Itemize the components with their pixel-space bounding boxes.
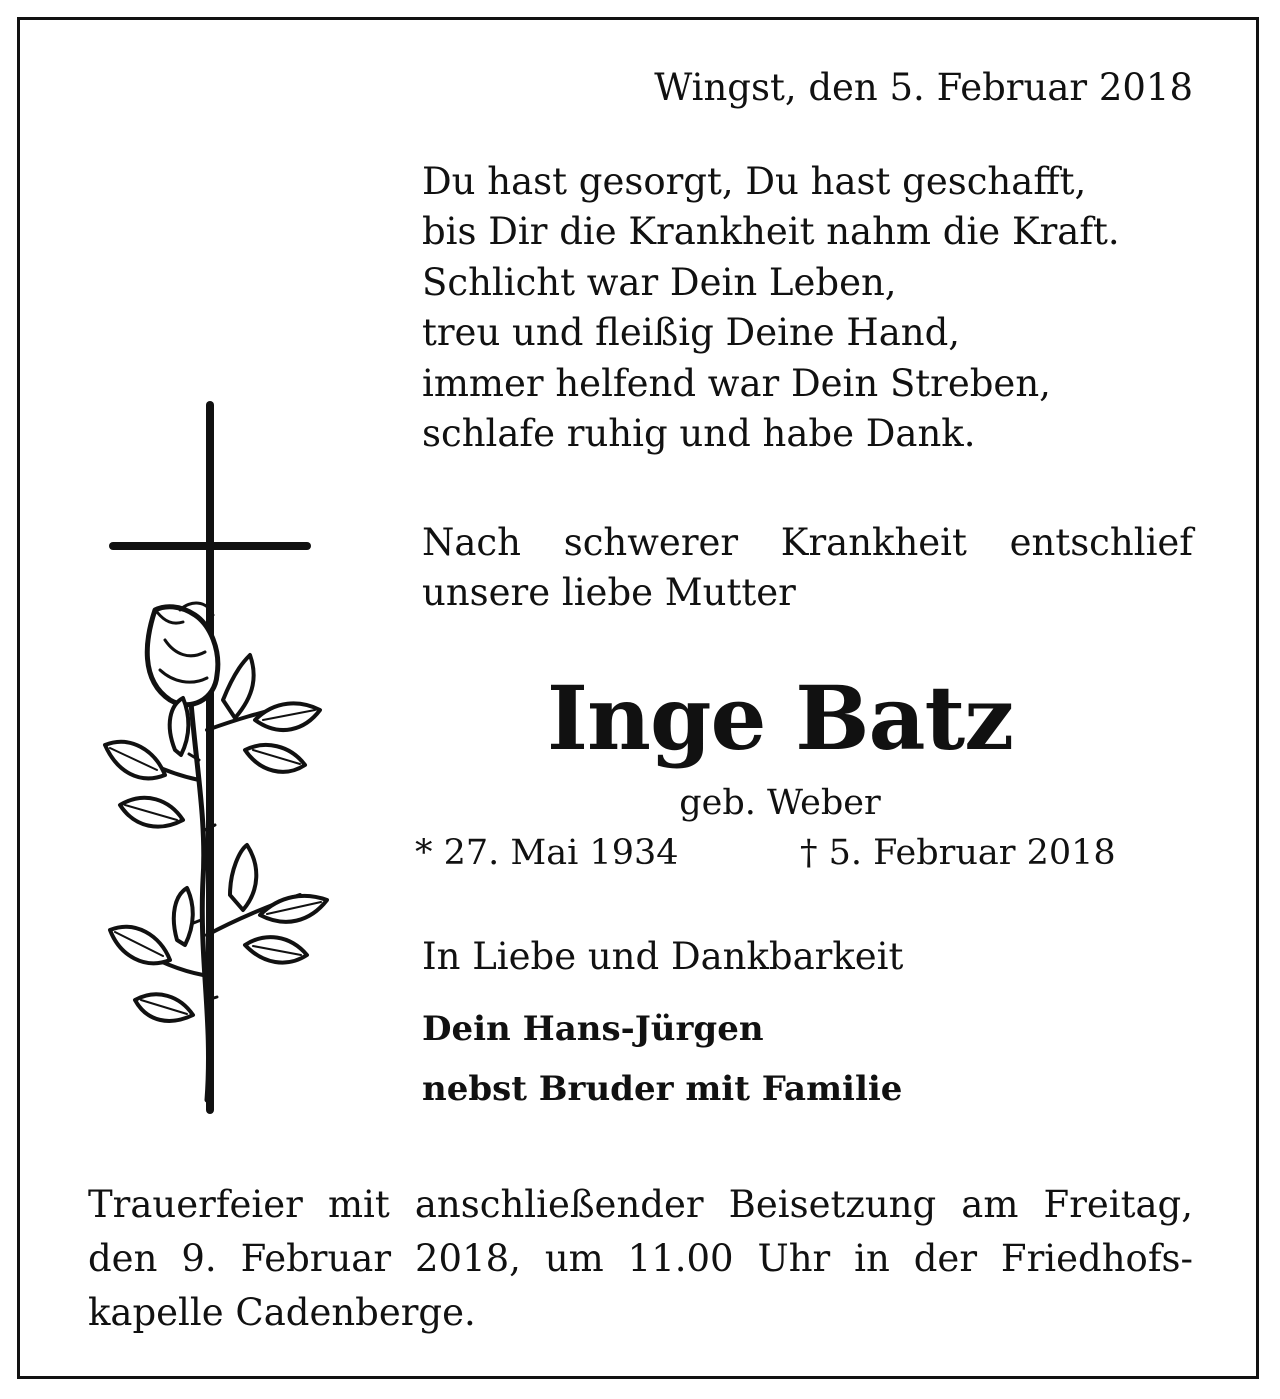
poem (422, 157, 1120, 459)
poem-line: schlafe ruhig und habe Dank. (422, 411, 976, 455)
poem-line: immer helfend war Dein Streben, (422, 361, 1051, 405)
signatory: Dein Hans-Jürgen (422, 1009, 764, 1049)
death-date: † 5. Februar 2018 (800, 833, 1116, 873)
intro-text: Nach schwerer Krankheit entschlief unsere liebe Mutter (422, 521, 1193, 614)
funeral-info: Trauerfeier mit anschließender Beisetzung am Freitag, den 9. Februar 2018, um 11.00 Uhr in der Friedhofs-kapelle Cadenberge. (88, 1183, 1193, 1334)
poem-line: Du hast gesorgt, Du hast geschafft, (422, 160, 1087, 203)
signatory: nebst Bruder mit Familie (422, 1069, 903, 1109)
poem-line: Schlicht war Dein Leben, (422, 260, 897, 304)
closing-text: In Liebe und Dankbarkeit (422, 935, 904, 978)
maiden-name: geb. Weber (679, 783, 881, 823)
cross-with-rose-icon (95, 400, 340, 1115)
place-date: Wingst, den 5. Februar 2018 (654, 66, 1193, 109)
birth-date: * 27. Mai 1934 (415, 833, 679, 873)
deceased-name: Inge Batz (546, 666, 1014, 770)
poem-line: treu und fleißig Deine Hand, (422, 311, 961, 355)
poem-line: bis Dir die Krankheit nahm die Kraft. (422, 210, 1120, 254)
